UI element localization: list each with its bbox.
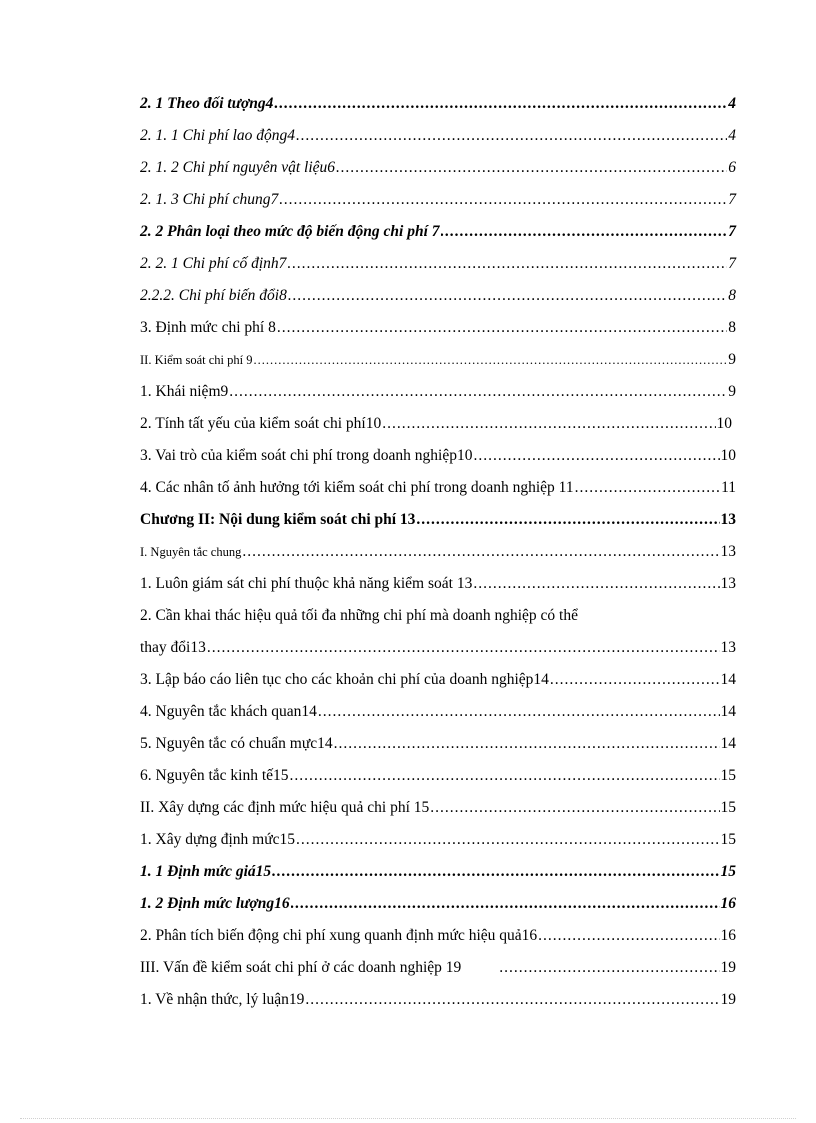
toc-page-number: 16	[720, 895, 736, 912]
toc-entry[interactable]	[140, 668, 736, 692]
toc-leader	[430, 796, 719, 820]
toc-leader	[242, 540, 719, 564]
toc-entry-title: 1. Về nhận thức, lý luận19	[140, 991, 305, 1008]
toc-entry-title: 3. Vai trò của kiểm soát chi phí trong doanh nghiệp10	[140, 447, 473, 464]
toc-entry[interactable]	[140, 892, 736, 916]
toc-page-number: 19	[720, 959, 736, 976]
toc-entry-title: 1. Khái niệm9	[140, 383, 229, 400]
toc-entry[interactable]	[140, 348, 736, 372]
toc-leader	[334, 732, 720, 756]
toc-entry-title: Chương II: Nội dung kiểm soát chi phí 13	[140, 511, 416, 528]
toc-page-number: 19	[720, 991, 736, 1008]
toc-entry[interactable]	[140, 316, 736, 340]
toc-entry[interactable]	[140, 924, 736, 948]
toc-entry-title: 1. 2 Định mức lượng16	[140, 895, 290, 912]
toc-entry[interactable]	[140, 956, 736, 980]
toc-leader	[288, 284, 727, 308]
toc-page-number: 7	[728, 255, 736, 272]
toc-page-number: 9	[728, 351, 736, 368]
toc-entry[interactable]	[140, 188, 736, 212]
toc-leader	[296, 124, 727, 148]
toc-page-number: 11	[721, 479, 736, 496]
toc-entry-title: 2. 1. 1 Chi phí lao động4	[140, 127, 296, 144]
toc-leader	[441, 220, 728, 244]
toc-entry-title: 2.2.2. Chi phí biến đổi8	[140, 287, 287, 304]
toc-page-number: 8	[728, 319, 736, 336]
toc-page-number: 9	[728, 383, 736, 400]
toc-entry[interactable]	[140, 156, 736, 180]
toc-leader	[253, 348, 727, 372]
toc-page-number: 14	[720, 735, 736, 752]
toc-leader	[416, 508, 719, 532]
toc-page-number: 14	[720, 671, 736, 688]
toc-leader	[336, 156, 727, 180]
toc-page-number: 8	[728, 287, 736, 304]
toc-entry-title: 4. Các nhân tố ảnh hưởng tới kiểm soát chi phí trong doanh nghiệp 11	[140, 479, 574, 496]
toc-page-number: 13	[720, 639, 736, 656]
toc-entry[interactable]	[140, 444, 736, 468]
toc-entry-title: III. Vấn đề kiểm soát chi phí ở các doanh nghiệp 19	[140, 959, 462, 976]
toc-page-number: 10	[716, 415, 732, 432]
toc-entry-title: 6. Nguyên tắc kinh tế15	[140, 767, 289, 784]
toc-entry[interactable]	[140, 220, 736, 244]
toc-entry-title: 2. 1 Theo đối tượng4	[140, 95, 274, 112]
toc-entry[interactable]	[140, 860, 736, 884]
toc-page-number: 4	[728, 127, 736, 144]
toc-page-number: 6	[728, 159, 736, 176]
toc-leader	[229, 380, 727, 404]
toc-leader	[279, 188, 727, 212]
toc-page-number: 13	[720, 543, 736, 560]
toc-entry-title: 3. Định mức chi phí 8	[140, 319, 276, 336]
toc-entry-title: 2. 2 Phân loại theo mức độ biến động chi phí 7	[140, 223, 440, 240]
toc-page-number: 10	[720, 447, 736, 464]
toc-entry[interactable]	[140, 828, 736, 852]
toc-entry[interactable]	[140, 988, 736, 1012]
toc-leader	[538, 924, 719, 948]
toc-entry[interactable]	[140, 572, 736, 596]
toc-leader	[290, 764, 720, 788]
toc-leader	[550, 668, 720, 692]
toc-entry-title: 3. Lập báo cáo liên tục cho các khoản chi phí của doanh nghiệp14	[140, 671, 549, 688]
toc-entry[interactable]	[140, 92, 736, 116]
toc-entry[interactable]	[140, 508, 736, 532]
toc-leader	[318, 700, 720, 724]
toc-page-number: 15	[720, 799, 736, 816]
toc-leader	[207, 636, 720, 660]
toc-entry[interactable]	[140, 700, 736, 724]
toc-entry-title: thay đổi13	[140, 639, 206, 656]
toc-entry-title: 2. 1. 3 Chi phí chung7	[140, 191, 279, 208]
toc-entry[interactable]	[140, 380, 736, 404]
toc-page-number: 15	[720, 831, 736, 848]
toc-leader	[274, 92, 727, 116]
toc-entry[interactable]	[140, 764, 736, 788]
toc-entry-title: 2. Phân tích biến động chi phí xung quanh định mức hiệu quả16	[140, 927, 538, 944]
toc-leader	[473, 572, 719, 596]
toc-entry[interactable]	[140, 476, 736, 500]
toc-entry-title: 1. Luôn giám sát chi phí thuộc khả năng kiểm soát 13	[140, 575, 473, 592]
toc-leader	[499, 956, 719, 980]
toc-leader	[575, 476, 720, 500]
toc-leader	[287, 252, 727, 276]
page-bottom-border	[20, 1118, 796, 1119]
toc-entry-title: I. Nguyên tắc chung	[140, 545, 242, 559]
toc-leader	[473, 444, 719, 468]
toc-page-number: 13	[720, 511, 736, 528]
toc-entry[interactable]	[140, 732, 736, 756]
toc-entry-first-line[interactable]: 2. Cần khai thác hiệu quả tối đa những chi phí mà doanh nghiệp có thể	[140, 607, 578, 624]
toc-page-number: 15	[720, 767, 736, 784]
toc-entry[interactable]	[140, 540, 736, 564]
toc-entry[interactable]	[140, 252, 736, 276]
toc-entry[interactable]	[140, 284, 736, 308]
toc-leader	[382, 412, 715, 436]
toc-entry-title: II. Kiểm soát chi phí 9	[140, 353, 253, 367]
toc-entry[interactable]	[140, 796, 736, 820]
toc-entry[interactable]	[140, 636, 736, 660]
toc-page-number: 15	[720, 863, 736, 880]
toc-page-number: 16	[720, 927, 736, 944]
toc-entry-title: 1. 1 Định mức giá15	[140, 863, 272, 880]
toc-page-number: 7	[728, 223, 736, 240]
toc-page-number: 7	[728, 191, 736, 208]
toc-page-number: 14	[720, 703, 736, 720]
toc-leader	[305, 988, 719, 1012]
toc-entry-title: 4. Nguyên tắc khách quan14	[140, 703, 317, 720]
toc-leader	[277, 316, 727, 340]
toc-entry-title: 5. Nguyên tắc có chuẩn mực14	[140, 735, 333, 752]
toc-entry-title: 2. 1. 2 Chi phí nguyên vật liệu6	[140, 159, 336, 176]
toc-leader	[291, 892, 720, 916]
toc-leader	[296, 828, 720, 852]
toc-page-number: 4	[728, 95, 736, 112]
toc-entry-title: 1. Xây dựng định mức15	[140, 831, 295, 848]
toc-leader	[272, 860, 719, 884]
toc-entry-title: 2. Tính tất yếu của kiểm soát chi phí10	[140, 415, 382, 432]
toc-entry[interactable]	[140, 124, 736, 148]
toc-page-number: 13	[720, 575, 736, 592]
toc-entry-title: 2. 2. 1 Chi phí cố định7	[140, 255, 287, 272]
toc-entry[interactable]	[140, 412, 732, 436]
toc-entry-title: II. Xây dựng các định mức hiệu quả chi phí 15	[140, 799, 430, 816]
